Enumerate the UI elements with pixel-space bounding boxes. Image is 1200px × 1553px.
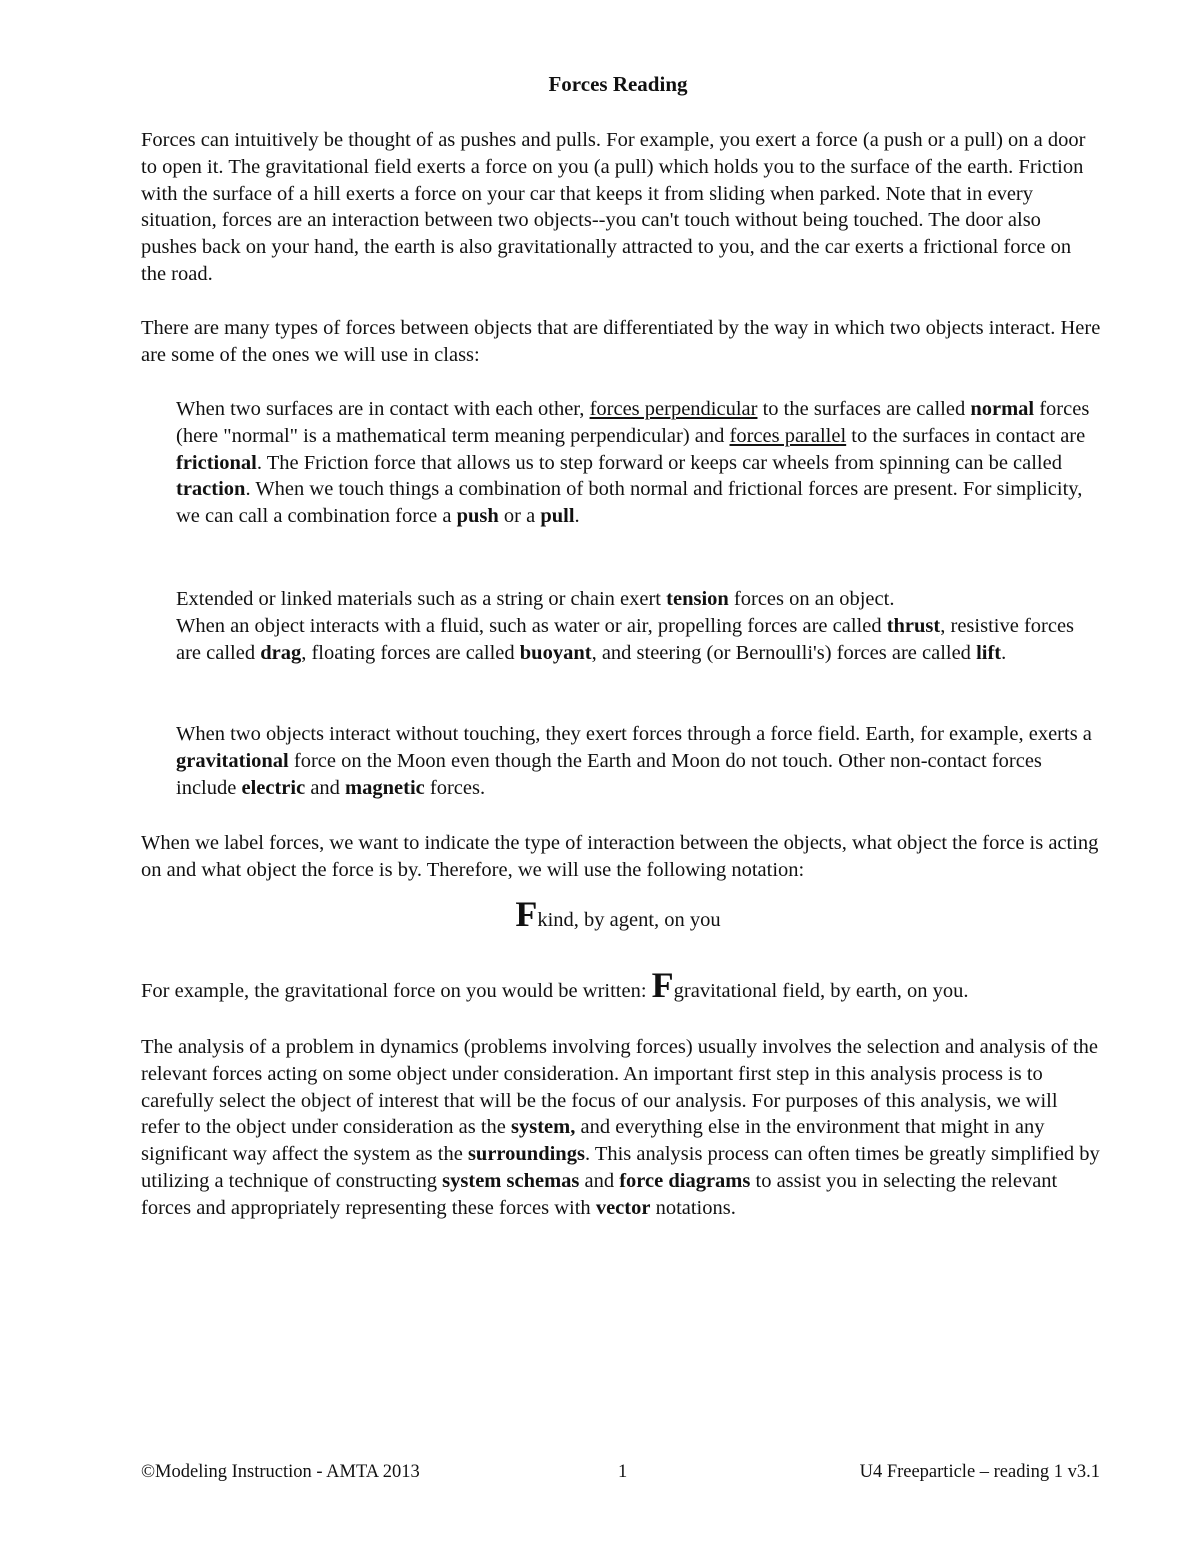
types-paragraph: There are many types of forces between objects that are differentiated by the way in which two objects interact. Here are some of the ones we will use in class: xyxy=(141,317,1101,366)
drag-term: drag xyxy=(260,641,302,664)
force-diagrams-term: force diagrams xyxy=(619,1169,751,1192)
intro-paragraph: Forces can intuitively be thought of as pushes and pulls. For example, you exert a force (a push or a pull) on a door to open it. The gravitational field exerts a force on you (a pull) which holds you to the surface of the earth. Friction with the surface of a hill exerts a force on your car that keeps it from sliding when parked. Note that in every situation, forces are an interaction between two objects--you can't touch without being touched. The door also pushes back on your hand, the earth is also gravitationally attracted to you, and the car exerts a frictional force on the road. xyxy=(141,129,1086,285)
gravitational-term: gravitational xyxy=(176,749,289,772)
force-notation xyxy=(0,893,1200,935)
system-schemas-term: system schemas xyxy=(442,1169,580,1192)
example-paragraph: For example, the gravitational force on you would be written: Fgravitational field, by earth, on you. xyxy=(141,965,969,1005)
analysis-paragraph: The analysis of a problem in dynamics (problems involving forces) usually involves the selection and analysis of the relevant forces acting on some object under consideration. An important first step in this analysis process is to carefully select the object of interest that will be the focus of our analysis. For purposes of this analysis, we will refer to the object under consideration as the system, and everything else in the environment that might in any significant way affect the system as the surroundings. This analysis process can often times be greatly simplified by utilizing a technique of constructing system schemas and force diagrams to assist you in selecting the relevant forces and appropriately representing these forces with vector notations. xyxy=(141,1036,1100,1219)
contact-forces-paragraph: When two surfaces are in contact with each other, forces perpendicular to the surfaces are called normal forces (here "normal" is a mathematical term meaning perpendicular) and forces parallel to the surfaces in contact are frictional. The Friction force that allows us to step forward or keeps car wheels from spinning can be called traction. When we touch things a combination of both normal and frictional forces are present. For simplicity, we can call a combination force a push or a pull. xyxy=(176,398,1090,528)
system-term: system, xyxy=(511,1116,576,1139)
field-forces-paragraph: When two objects interact without touching, they exert forces through a force field. Earth, for example, exerts a gravitational force on the Moon even though the Earth and Moon do not touch. Other non-contact forces include electric and magnetic forces. xyxy=(176,723,1092,799)
traction-term: traction xyxy=(176,478,246,501)
electric-term: electric xyxy=(241,776,306,799)
forces-parallel-term: forces parallel xyxy=(729,424,847,447)
frictional-term: frictional xyxy=(176,451,257,474)
forces-perpendicular-term: forces perpendicular xyxy=(589,398,758,420)
notation-subscript: kind, by agent, on you xyxy=(537,909,721,931)
push-term: push xyxy=(456,505,499,528)
vector-term: vector xyxy=(595,1196,651,1219)
lift-term: lift xyxy=(976,641,1002,664)
surroundings-term: surroundings xyxy=(467,1143,585,1166)
labeling-paragraph: When we label forces, we want to indicate the type of interaction between the objects, what object the force is acting on and what object the force is by. Therefore, we will use the following notation: xyxy=(141,832,1099,881)
force-symbol: F xyxy=(515,894,538,934)
footer-copyright: ©Modeling Instruction - AMTA 2013 xyxy=(141,1462,420,1482)
page-title: Forces Reading xyxy=(548,72,688,96)
force-symbol: F xyxy=(651,965,674,1005)
tension-term: tension xyxy=(666,588,729,610)
example-subscript: gravitational field, by earth, on you. xyxy=(673,980,969,1002)
footer-page-number: 1 xyxy=(618,1462,628,1482)
magnetic-term: magnetic xyxy=(345,776,425,799)
buoyant-term: buoyant xyxy=(519,641,592,664)
tension-fluid-paragraph: Extended or linked materials such as a string or chain exert tension forces on an object. When an object interacts with a fluid, such as water or air, propelling forces are called thrust, resistive forces are called drag, floating forces are called buoyant, and steering (or Bernoulli's) forces are called lift. xyxy=(176,588,1075,664)
pull-term: pull xyxy=(540,505,575,528)
normal-term: normal xyxy=(970,398,1035,420)
thrust-term: thrust xyxy=(886,614,941,637)
footer-document-id: U4 Freeparticle – reading 1 v3.1 xyxy=(859,1462,1100,1482)
